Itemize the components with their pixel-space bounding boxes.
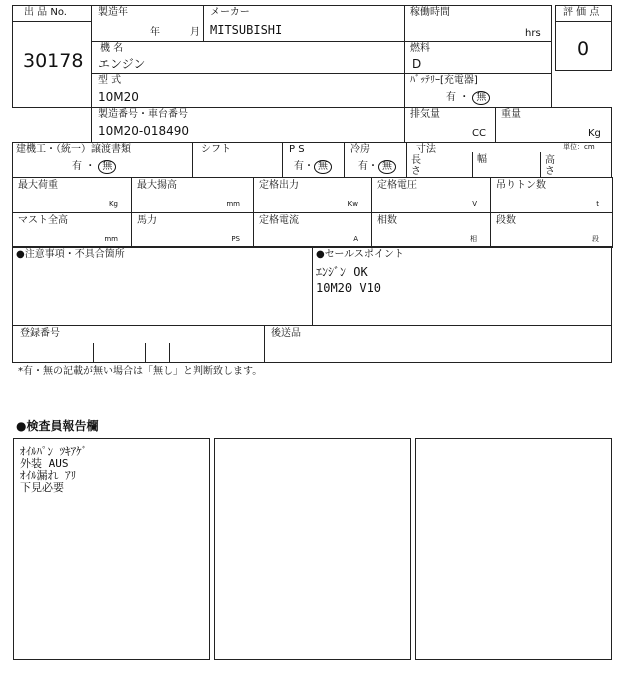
spec-unit: Kw — [347, 200, 358, 208]
sales-label: ●セールスポイント — [316, 249, 404, 260]
inspector-title: ●検査員報告欄 — [16, 419, 99, 433]
length-label: 長 さ — [411, 155, 421, 177]
rating-label: 評 価 点 — [563, 7, 600, 18]
ps-no-circled: 無 — [314, 160, 332, 174]
dims-divider-2 — [540, 152, 541, 178]
spec-label: 相数 — [377, 215, 397, 226]
shipping-label: 後送品 — [271, 328, 301, 339]
inspector-line-2: 外装 AUS — [20, 457, 69, 470]
serial-label: 製造番号・車台番号 — [98, 109, 188, 120]
spec-label: 定格出力 — [259, 180, 299, 191]
cooler-yes: 有 — [358, 161, 368, 172]
maker-value: MITSUBISHI — [210, 23, 283, 37]
spec-label: 段数 — [496, 215, 516, 226]
spec-unit: mm — [226, 200, 240, 208]
inspector-panel-2 — [214, 438, 411, 660]
sales-line-1: ｴﾝｼﾞﾝ OK — [316, 265, 368, 279]
ps-dot: ・ — [304, 161, 314, 172]
inspector-panel-3 — [415, 438, 612, 660]
battery-choice — [446, 91, 490, 105]
cooler-no-circled: 無 — [378, 160, 396, 174]
battery-dot: ・ — [459, 92, 470, 103]
transfer-no-circled: 無 — [98, 160, 116, 174]
dims-unit: 単位：cm — [563, 143, 595, 151]
height-label: 高 さ — [545, 155, 555, 177]
cooler-label: 冷房 — [350, 144, 370, 155]
spec-unit: PS — [231, 235, 240, 243]
maker-label: メーカー — [210, 7, 250, 18]
transfer-dot: ・ — [85, 161, 96, 172]
spec-unit: V — [472, 200, 477, 208]
transfer-yes: 有 — [72, 161, 82, 172]
battery-label: ﾊﾞｯﾃﾘｰ[充電器] — [410, 75, 478, 86]
spec-label: 馬力 — [137, 215, 157, 226]
battery-yes: 有 — [446, 92, 456, 103]
hours-unit: hrs — [525, 28, 541, 39]
dims-divider-1 — [472, 152, 473, 178]
shift-label: シフト — [201, 144, 231, 155]
spec-label: 最大荷重 — [18, 180, 58, 191]
spec-unit: t — [596, 200, 599, 208]
weight-label: 重量 — [501, 109, 521, 120]
fuel-label: 燃料 — [410, 43, 430, 54]
rating-value: 0 — [577, 38, 590, 60]
inspector-line-3: ｵｲﾙ漏れ ｱﾘ — [20, 469, 77, 482]
ps-label: P S — [289, 144, 305, 155]
serial-value: 10M20-018490 — [98, 124, 190, 138]
spec-unit: 段 — [592, 235, 599, 243]
year-unit: 年 — [150, 27, 160, 38]
footnote: *有・無の記載が無い場合は「無し」と判断致します。 — [18, 366, 263, 377]
ps-choice — [294, 160, 332, 174]
displacement-unit: CC — [472, 128, 486, 139]
dims-label: 寸法 — [416, 144, 436, 155]
reg-divider-2 — [145, 343, 146, 363]
shipping-cell — [264, 325, 612, 363]
weight-unit: Kg — [588, 128, 601, 139]
battery-no-circled: 無 — [472, 91, 490, 105]
model-name-label: 機 名 — [100, 43, 124, 54]
cooler-choice — [358, 160, 396, 174]
fuel-value: D — [412, 57, 422, 71]
hours-label: 稼働時間 — [410, 7, 450, 18]
spec-label: 定格電圧 — [377, 180, 417, 191]
spec-unit: Kg — [108, 200, 118, 208]
inspector-line-1: ｵｲﾙﾊﾟﾝ ﾂｷｱｹﾞ — [20, 445, 88, 458]
year-label: 製造年 — [98, 7, 128, 18]
spec-label: 吊りトン数 — [496, 180, 546, 191]
spec-label: 定格電流 — [259, 215, 299, 226]
reg-divider-1 — [93, 343, 94, 363]
spec-label: 最大揚高 — [137, 180, 177, 191]
month-unit: 月 — [190, 27, 200, 38]
lot-no-value: 30178 — [23, 50, 84, 72]
displacement-label: 排気量 — [410, 109, 440, 120]
spec-unit: A — [353, 235, 358, 243]
transfer-choice — [72, 160, 116, 174]
registration-label: 登録番号 — [20, 328, 60, 339]
lot-no-label: 出 品 No. — [24, 7, 67, 18]
transfer-label: 建機工・（統一）譲渡書類 — [16, 144, 131, 155]
type-value: 10M20 — [98, 90, 139, 104]
model-name-value: エンジン — [98, 57, 146, 71]
inspector-line-4: 下見必要 — [20, 481, 64, 494]
spec-unit: 相 — [470, 235, 477, 243]
ps-yes: 有 — [294, 161, 304, 172]
spec-label: マスト全高 — [18, 215, 68, 226]
sales-line-2: 10M20 V10 — [316, 281, 382, 295]
reg-divider-3 — [169, 343, 170, 363]
width-label: 幅 — [477, 154, 487, 165]
cooler-dot: ・ — [368, 161, 378, 172]
type-label: 型 式 — [98, 75, 122, 86]
caution-label: ●注意事項・不具合箇所 — [16, 249, 125, 260]
spec-unit: mm — [104, 235, 118, 243]
